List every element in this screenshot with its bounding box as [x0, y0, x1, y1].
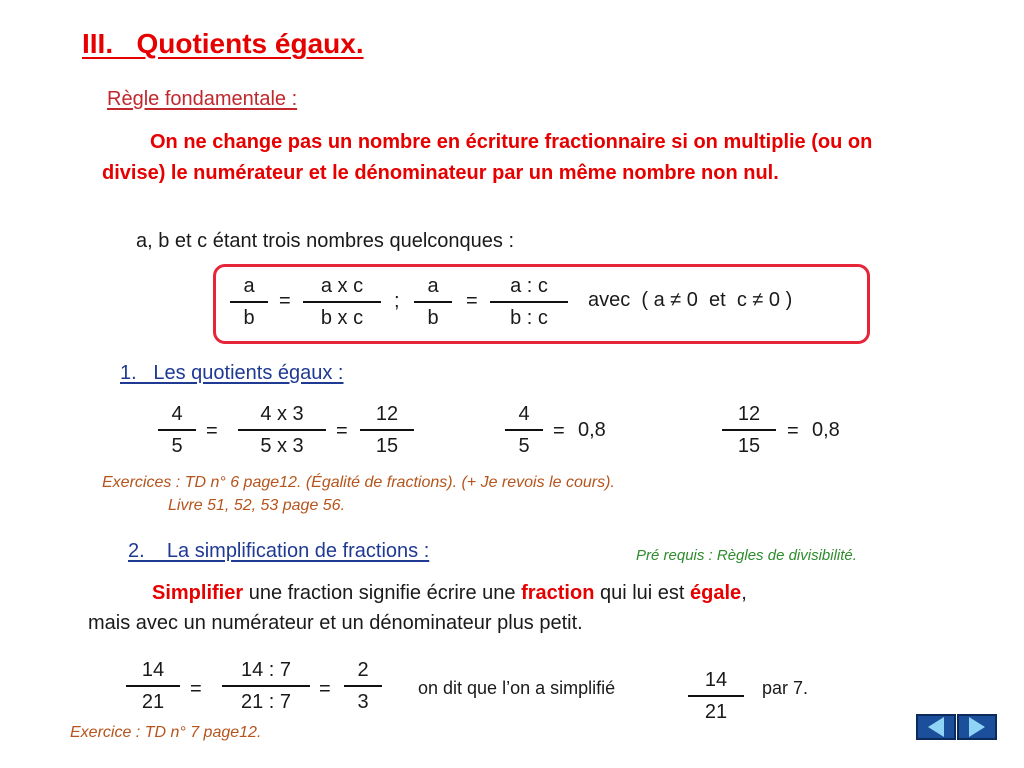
- section2-heading: 2. La simplification de fractions :: [128, 540, 430, 562]
- decimal-value: 0,8: [812, 419, 840, 441]
- definition-text: ,: [741, 582, 747, 604]
- fraction-12-15: [360, 402, 414, 458]
- numerator: 4 x 3: [260, 403, 304, 425]
- numerator: 4: [518, 403, 530, 425]
- equals-sign: =: [279, 290, 291, 312]
- numerator: a : c: [510, 275, 548, 297]
- exercise-td7: Exercice : TD n° 7 page12.: [70, 724, 262, 741]
- fraction-4-5: [158, 402, 196, 458]
- exercise-line-1: Exercices : TD n° 6 page12. (Égalité de fractions). (+ Je revois le cours).: [102, 474, 615, 491]
- simplification-definition: [88, 578, 948, 638]
- numerator: 14 : 7: [240, 659, 292, 681]
- fraction-a-b: [230, 274, 268, 330]
- section1-heading: 1. Les quotients égaux :: [120, 362, 344, 384]
- arrow-left-icon: [928, 717, 944, 737]
- condition-text: avec ( a ≠ 0 et c ≠ 0 ): [588, 289, 793, 311]
- simplified-note: on dit que l’on a simplifié: [418, 678, 616, 698]
- keyword-simplifier: Simplifier: [152, 582, 244, 604]
- fraction-bar: [505, 429, 543, 431]
- fraction-2-3: [344, 658, 382, 714]
- equals-sign: =: [787, 420, 799, 442]
- denominator: 15: [737, 435, 761, 457]
- denominator: 5 x 3: [260, 435, 304, 457]
- page-title: III. Quotients égaux.: [82, 28, 364, 59]
- denominator: 5: [518, 435, 530, 457]
- numerator: a x c: [320, 275, 364, 297]
- separator: ;: [394, 290, 400, 312]
- fraction-bar: [303, 301, 381, 303]
- fraction-bar: [360, 429, 414, 431]
- denominator: b: [243, 307, 255, 329]
- denominator: b x c: [320, 307, 364, 329]
- definition-text: qui lui est: [594, 582, 691, 604]
- fraction-12-15-b: [722, 402, 776, 458]
- fraction-bar: [344, 685, 382, 687]
- fraction-bar: [230, 301, 268, 303]
- fraction-bar: [414, 301, 452, 303]
- fraction-4x3-5x3: [238, 402, 326, 458]
- fraction-bar: [126, 685, 180, 687]
- denominator: 15: [375, 435, 399, 457]
- definition-text-line2: mais avec un numérateur et un dénominateur plus petit.: [88, 612, 583, 634]
- numerator: 14: [704, 669, 728, 691]
- denominator: 3: [357, 691, 369, 713]
- denominator: b: [427, 307, 439, 329]
- numerator: 12: [375, 403, 399, 425]
- by-seven-text: par 7.: [762, 678, 809, 698]
- fraction-bar: [722, 429, 776, 431]
- fraction-14-21-b: [688, 668, 744, 724]
- rule-statement: [102, 127, 902, 189]
- decimal-value: 0,8: [578, 419, 606, 441]
- exercise-line-2: Livre 51, 52, 53 page 56.: [168, 497, 346, 514]
- denominator: 5: [171, 435, 183, 457]
- fraction-14-21: [126, 658, 180, 714]
- fraction-ac-bc: [303, 274, 381, 330]
- fraction-bar: [688, 695, 744, 697]
- fraction-4-5-b: [505, 402, 543, 458]
- numerator: 2: [357, 659, 369, 681]
- previous-slide-button[interactable]: [916, 714, 956, 740]
- equals-sign: =: [206, 420, 218, 442]
- fraction-bar: [158, 429, 196, 431]
- equals-sign: =: [466, 290, 478, 312]
- arrow-right-icon: [969, 717, 985, 737]
- numerator: 4: [171, 403, 183, 425]
- definition-text: une fraction signifie écrire une: [243, 582, 522, 604]
- equals-sign: =: [553, 420, 565, 442]
- denominator: 21 : 7: [240, 691, 292, 713]
- rule-subtitle: Règle fondamentale :: [107, 88, 298, 110]
- equals-sign: =: [319, 678, 331, 700]
- denominator: b : c: [510, 307, 548, 329]
- keyword-fraction: fraction: [521, 582, 595, 604]
- numerator: a: [243, 275, 255, 297]
- fraction-adivc-bdivc: [490, 274, 568, 330]
- denominator: 21: [704, 701, 728, 723]
- prerequisite-note: Pré requis : Règles de divisibilité.: [636, 547, 857, 564]
- fraction-bar: [222, 685, 310, 687]
- fraction-bar: [238, 429, 326, 431]
- fraction-a-b-2: [414, 274, 452, 330]
- rule-text: On ne change pas un nombre en écriture fractionnaire si on multiplie (ou on divise) le numérateur et le dénominateur par un même nombre non nul.: [102, 131, 873, 184]
- keyword-egale: égale: [690, 582, 742, 604]
- numerator: 14: [141, 659, 165, 681]
- equals-sign: =: [190, 678, 202, 700]
- intro-text: a, b et c étant trois nombres quelconques :: [136, 230, 514, 252]
- equals-sign: =: [336, 420, 348, 442]
- fraction-bar: [490, 301, 568, 303]
- next-slide-button[interactable]: [957, 714, 997, 740]
- denominator: 21: [141, 691, 165, 713]
- numerator: a: [427, 275, 439, 297]
- numerator: 12: [737, 403, 761, 425]
- fraction-14div7-21div7: [222, 658, 310, 714]
